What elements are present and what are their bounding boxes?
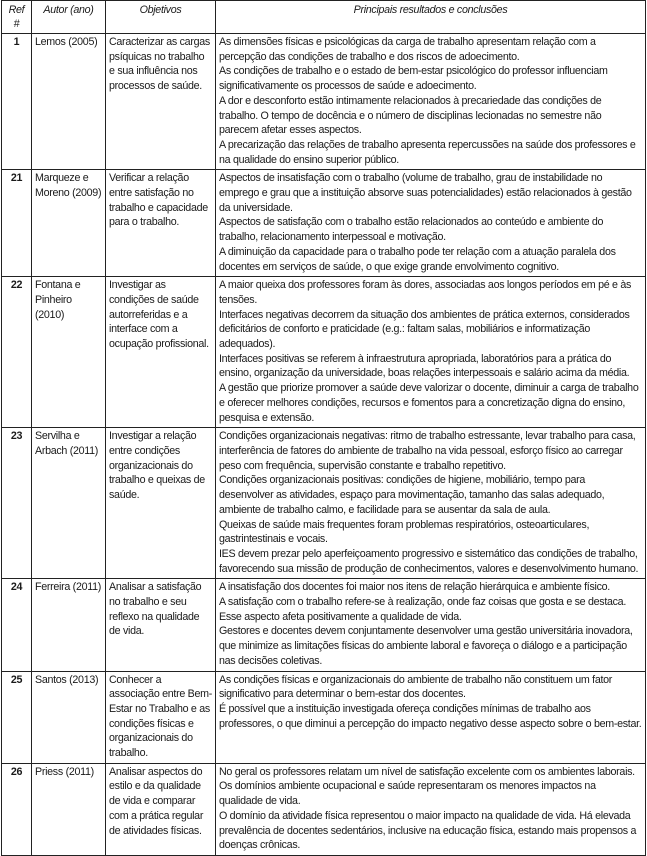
result-paragraph: Gestores e docentes devem conjuntamente desenvolver uma gestão universitária inovadora, que minimize as limitações físicas do ambiente laboral e favoreça o diálogo e a participação nas decisões coletivas. [219,625,633,667]
results-cell [216,579,646,671]
result-paragraph: As condições de trabalho e o estado de bem-estar psicológico do professor influenciam significativamente os processos de saúde e adoecimento. [219,65,608,93]
result-paragraph: As dimensões físicas e psicológicas da carga de trabalho apresentam relação com a percepção das condições de trabalho e dos riscos de adoecimento. [219,36,596,63]
objective-cell: Analisar a satisfação no trabalho e seu reflexo na qualidade de vida. [106,579,216,671]
author-cell: Priess (2011) [32,763,106,855]
author-cell: Fontana e Pinheiro (2010) [32,277,106,428]
result-paragraph: Os domínios ambiente ocupacional e saúde representaram os menores impactos na qualidade de vida. [219,780,596,808]
results-cell [216,34,646,170]
result-paragraph: A insatisfação dos docentes foi maior nos itens de relação hierárquica e ambiente físico. [219,581,610,594]
review-table [1,0,646,856]
ref-cell: 23 [2,428,32,579]
result-paragraph: Aspectos de satisfação com o trabalho estão relacionados ao conteúdo e ambiente do trabalho, relacionamento interpessoal e motivação. [219,216,604,244]
results-cell [216,428,646,579]
results-cell [216,170,646,277]
objective-cell: Investigar a relação entre condições organizacionais do trabalho e queixas de saúde. [106,428,216,579]
result-paragraph: A gestão que priorize promover a saúde deve valorizar o docente, diminuir a carga de trabalho e oferecer melhores condições, recursos e fomentos para a concretização digna do ensino, pesquisa e extensão. [219,382,639,424]
result-paragraph: Aspectos de insatisfação com o trabalho (volume de trabalho, grau de instabilidade no emprego e grau que a instituição absorve suas potencialidades) estão relacionados à gestão da universidade. [219,172,632,214]
result-paragraph: As condições físicas e organizacionais do ambiente de trabalho não constituem um fator significativo para determinar o bem-estar dos docentes. [219,673,613,701]
ref-cell: 24 [2,579,32,671]
objective-cell: Caracterizar as cargas psíquicas no trabalho e sua influência nos processos de saúde. [106,34,216,170]
result-paragraph: IES devem prezar pelo aperfeiçoamento progressivo e sistemático das condições de trabalho, favorecendo sua missão de produção de conhecimentos, valores e desenvolvimento humano. [219,547,639,575]
author-cell: Marqueze e Moreno (2009) [32,170,106,277]
result-paragraph: Interfaces positivas se referem à infraestrutura apropriada, laboratórios para a prática do ensino, organização da universidade, boas relações interpessoais e salário acima da média. [219,352,630,380]
result-paragraph: Condições organizacionais positivas: condições de higiene, mobiliário, tempo para desenvolver as atividades, espaço para movimentação, tamanho das salas adequado, ambiente de trabalho calmo, e facilidade para se ausentar da sala de aula. [219,474,605,516]
ref-cell: 25 [2,671,32,763]
result-paragraph: A diminuição da capacidade para o trabalho pode ter relação com a atuação paralela dos docentes em serviços de saúde, o que exige grande envolvimento cognitivo. [219,245,616,273]
result-paragraph: No geral os professores relatam um nível de satisfação excelente com os ambientes laborais. [219,765,635,778]
author-cell: Lemos (2005) [32,34,106,170]
table-row [2,671,646,763]
header-autor: Autor (ano) [32,1,106,34]
result-paragraph: A precarização das relações de trabalho apresenta repercussões na saúde dos professores e na qualidade do ensino superior público. [219,138,636,166]
ref-cell: 22 [2,277,32,428]
ref-cell: 26 [2,763,32,855]
table-row [2,428,646,579]
results-cell [216,277,646,428]
header-row [2,1,646,34]
ref-cell: 1 [2,34,32,170]
table-row [2,170,646,277]
result-paragraph: Queixas de saúde mais frequentes foram problemas respiratórios, osteoarticulares, gastrintestinais e vocais. [219,518,590,546]
result-paragraph: A satisfação com o trabalho refere-se à realização, onde faz coisas que gosta e se destaca. Esse aspecto afeta positivamente a qualidade de vida. [219,596,626,623]
table-body [2,34,646,856]
results-cell [216,671,646,763]
table-row [2,579,646,671]
header-resultados: Principais resultados e conclusões [216,1,646,34]
result-paragraph: É possível que a instituição investigada ofereça condições mínimas de trabalho aos professores, o que diminui a percepção do impacto negativo desse aspecto sobre o bem-estar. [219,702,642,730]
table-row [2,277,646,428]
author-cell: Ferreira (2011) [32,579,106,671]
header-ref: Ref # [2,1,32,34]
result-paragraph: Interfaces negativas decorrem da situação dos ambientes de prática externos, considerados deficitários de conforto e praticidade (e.g.: faltam salas, mobiliários e informatização adequados). [219,308,630,351]
objective-cell: Conhecer a associação entre Bem-Estar no Trabalho e as condições físicas e organizacionais do trabalho. [106,671,216,763]
header-objetivos: Objetivos [106,1,216,34]
result-paragraph: Condições organizacionais negativas: ritmo de trabalho estressante, levar trabalho para casa, interferência de fatores do ambiente de trabalho na vida pessoal, esforço físico ao carregar peso com frequência, supervisão constante e trabalho repetitivo. [219,430,636,472]
objective-cell: Investigar as condições de saúde autorreferidas e a interface com a ocupação profissional. [106,277,216,428]
ref-cell: 21 [2,170,32,277]
author-cell: Santos (2013) [32,671,106,763]
objective-cell: Analisar aspectos do estilo e da qualidade de vida e comparar com a prática regular de atividades físicas. [106,763,216,855]
author-cell: Servilha e Arbach (2011) [32,428,106,579]
result-paragraph: A maior queixa dos professores foram às dores, associadas aos longos períodos em pé e às tensões. [219,279,632,306]
result-paragraph: O domínio da atividade física representou o maior impacto na qualidade de vida. Há elevada prevalência de docentes sedentários, inclusive na educação física, estando mais propensos a doenças crônicas. [219,809,637,852]
objective-cell: Verificar a relação entre satisfação no trabalho e capacidade para o trabalho. [106,170,216,277]
table-row [2,34,646,170]
result-paragraph: A dor e desconforto estão intimamente relacionados à precariedade das condições de trabalho. O tempo de docência e o número de disciplinas lecionadas no semestre não parecem afetar esses aspectos. [219,94,602,137]
